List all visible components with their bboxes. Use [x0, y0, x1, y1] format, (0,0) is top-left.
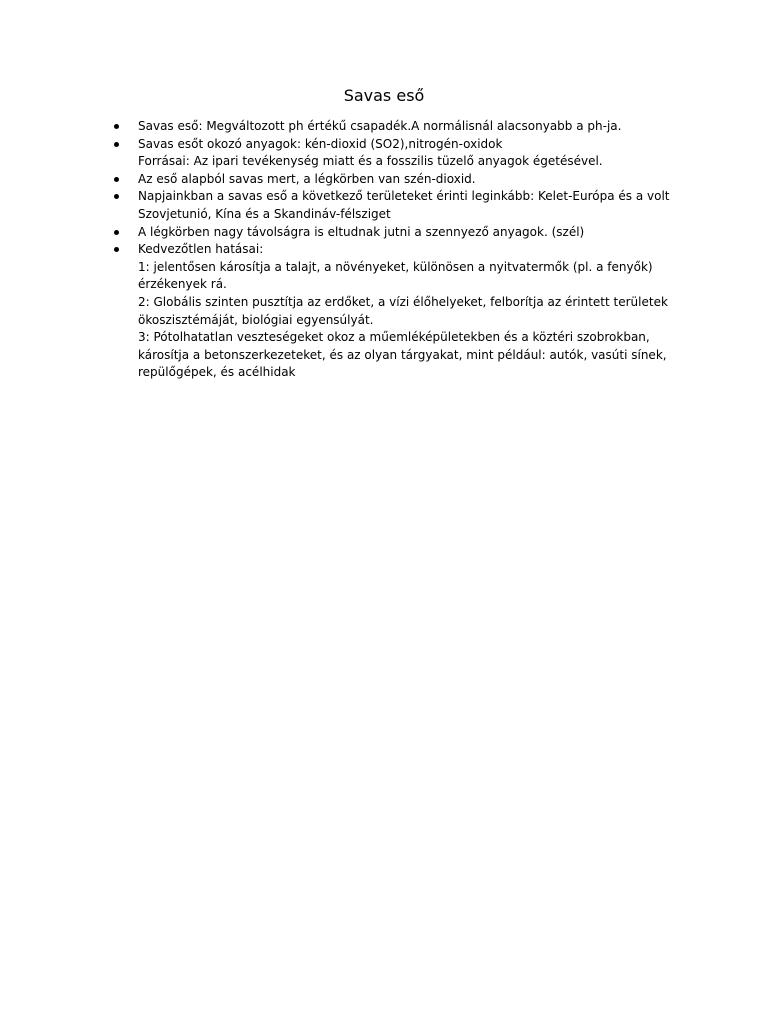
- list-item-text: Kedvezőtlen hatásai:: [138, 242, 264, 257]
- list-item-text: érzékenyek rá.: [138, 277, 227, 292]
- list-item-text: ökoszisztémáját, biológiai egyensúlyát.: [138, 312, 374, 327]
- list-item-text: 3: Pótolhatatlan veszteségeket okoz a műemléképületekben és a köztéri szobrokban,: [138, 330, 650, 345]
- list-item: [0, 241, 668, 382]
- bullet-icon: [114, 124, 119, 129]
- list-item-text: károsítja a betonszerkezeteket, és az olyan tárgyakat, mint például: autók, vasúti sínek,: [138, 347, 667, 362]
- list-item: [0, 171, 658, 189]
- list-item-text: repülőgépek, és acélhidak: [138, 365, 296, 380]
- bullet-icon: [114, 247, 119, 252]
- list-item-text: Az eső alapból savas mert, a légkörben van szén-dioxid.: [138, 171, 476, 186]
- bullet-icon: [114, 194, 119, 199]
- list-item-text: Forrásai: Az ipari tevékenység miatt és a fosszilis tüzelő anyagok égetésével.: [138, 154, 603, 169]
- list-item-text: Szovjetunió, Kína és a Skandináv-félsziget: [138, 206, 391, 221]
- bullet-list: [0, 118, 768, 382]
- list-item-text: 2: Globális szinten pusztítja az erdőket, a vízi élőhelyeket, felborítja az érintett területek: [138, 294, 668, 309]
- list-item-text: Savas eső: Megváltozott ph értékű csapadék.A normálisnál alacsonyabb a ph-ja.: [138, 119, 622, 133]
- bullet-icon: [114, 230, 119, 235]
- list-item: [0, 118, 658, 136]
- bullet-icon: [114, 177, 119, 182]
- list-item: [0, 136, 658, 171]
- list-item-text: Napjainkban a savas eső a következő területeket érinti leginkább: Kelet-Európa és a volt: [138, 189, 670, 204]
- list-item: [0, 224, 658, 242]
- list-item-text: A légkörben nagy távolságra is eltudnak jutni a szennyező anyagok. (szél): [138, 224, 585, 239]
- list-item: [0, 188, 670, 223]
- list-item-text: Savas esőt okozó anyagok: kén-dioxid (SO2),nitrogén-oxidok: [138, 136, 503, 151]
- list-item-text: 1: jelentősen károsítja a talajt, a növényeket, különösen a nyitvatermők (pl. a fenyők): [138, 259, 653, 274]
- bullet-icon: [114, 142, 119, 147]
- page-title: Savas eső: [343, 86, 425, 105]
